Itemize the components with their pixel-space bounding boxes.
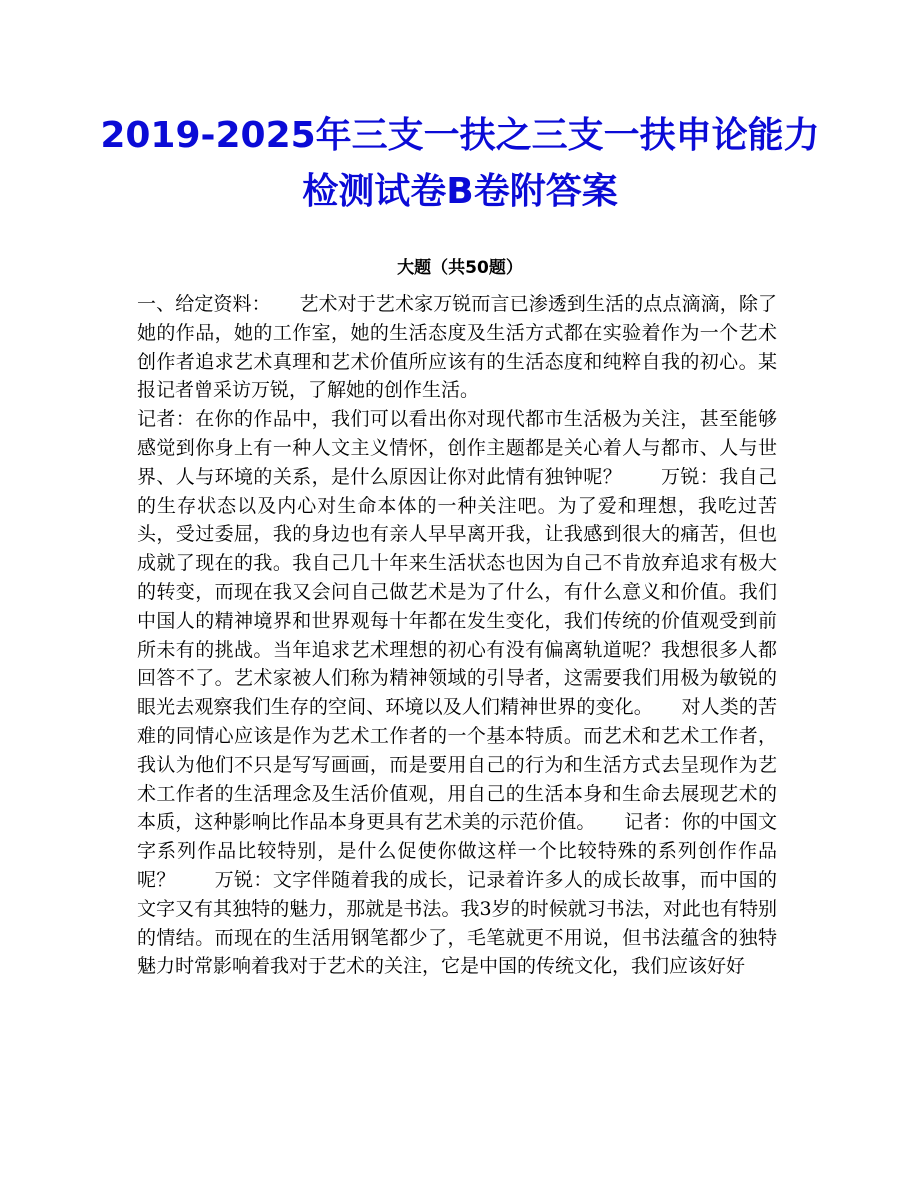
- paragraph-materials-intro: 一、给定资料： 艺术对于艺术家万锐而言已渗透到生活的点点滴滴，除了她的作品，她的工作室，她的生活态度及生活方式都在实验着作为一个艺术创作者追求艺术真理和艺术价值所应该有的生活态度和纯粹自我的初心。某报记者曾采访万锐，了解她的创作生活。: [137, 293, 777, 402]
- question-body: [137, 290, 777, 981]
- section-heading: 大题（共50题）: [397, 258, 523, 278]
- paragraph-interview: 记者：在你的作品中，我们可以看出你对现代都市生活极为关注，甚至能够感觉到你身上有一种人文主义情怀，创作主题都是关心着人与都市、人与世界、人与环境的关系，是什么原因让你对此情有独钟呢？ 万锐：我自己的生存状态以及内心对生命本体的一种关注吧。为了爱和理想，我吃过苦头，受过委屈，我的身边也有亲人早早离开我，让我感到很大的痛苦，但也成就了现在的我。我自己几十年来生活状态也因为自己不肯放弃追求有极大的转变，而现在我又会问自己做艺术是为了什么，有什么意义和价值。我们中国人的精神境界和世界观每十年都在发生变化，我们传统的价值观受到前所未有的挑战。当年追求艺术理想的初心有没有偏离轨道呢？我想很多人都回答不了。艺术家被人们称为精神领域的引导者，这需要我们用极为敏锐的眼光去观察我们生存的空间、环境以及人们精神世界的变化。 对人类的苦难的同情心应该是作为艺术工作者的一个基本特质。而艺术和艺术工作者，我认为他们不只是写写画画，而是要用自己的行为和生活方式去呈现作为艺术工作者的生活理念及生活价值观，用自己的生活本身和生命去展现艺术的本质，这种影响比作品本身更具有艺术美的示范价值。 记者：你的中国文字系列作品比较特别，是什么促使你做这样一个比较特殊的系列创作作品呢？ 万锐：文字伴随着我的成长，记录着许多人的成长故事，而中国的文字又有其独特的魅力，那就是书法。我3岁的时候就习书法，对此也有特别的情结。而现在的生活用钢笔都少了，毛笔就更不用说，但书法蕴含的独特魅力时常影响着我对于艺术的关注，它是中国的传统文化，我们应该好好: [137, 408, 777, 978]
- document-title: 2019-2025年三支一扶之三支一扶申论能力检测试卷B卷附答案: [100, 115, 820, 212]
